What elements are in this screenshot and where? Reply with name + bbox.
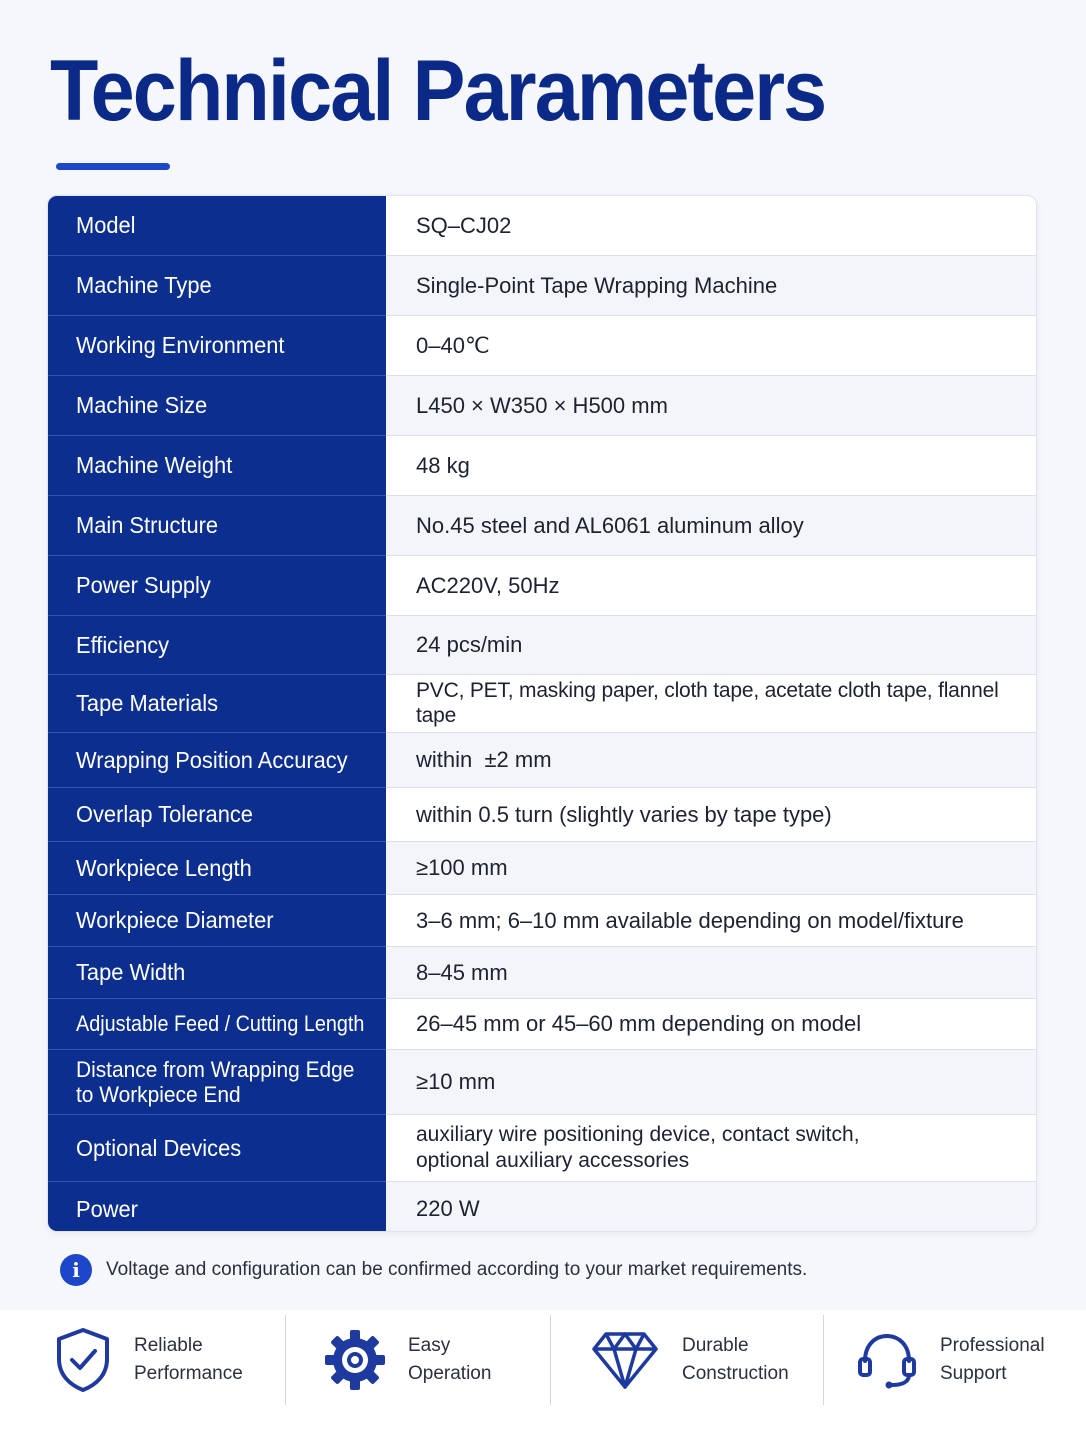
spec-label: Working Environment bbox=[48, 316, 386, 376]
spec-value: AC220V, 50Hz bbox=[416, 572, 560, 598]
spec-row-wrapping-accuracy bbox=[48, 733, 1036, 788]
info-icon: i bbox=[60, 1254, 92, 1286]
title-underline bbox=[56, 163, 170, 170]
page-title: Technical Parameters bbox=[50, 43, 826, 139]
spec-row-optional-devices bbox=[48, 1115, 1036, 1182]
spec-row-machine-weight bbox=[48, 436, 1036, 496]
feature-label bbox=[940, 1332, 1045, 1387]
spec-value: 24 pcs/min bbox=[386, 616, 1036, 674]
spec-label: Power Supply bbox=[48, 556, 386, 616]
spec-label: Main Structure bbox=[48, 496, 386, 556]
spec-row-power bbox=[48, 1182, 1036, 1232]
headset-icon bbox=[856, 1329, 918, 1391]
spec-label: Adjustable Feed / Cutting Length bbox=[48, 999, 386, 1050]
spec-row-tape-width bbox=[48, 947, 1036, 999]
feature-line1: Durable bbox=[682, 1335, 749, 1357]
spec-row-overlap-tolerance bbox=[48, 788, 1036, 842]
feature-label bbox=[408, 1332, 491, 1387]
config-note bbox=[60, 1254, 807, 1286]
spec-label: Overlap Tolerance bbox=[48, 788, 386, 842]
spec-value: ≥10 mm bbox=[386, 1050, 1036, 1114]
spec-value: 0–40℃ bbox=[416, 332, 490, 358]
feature-line2: Support bbox=[940, 1363, 1007, 1384]
spec-row-power-supply bbox=[48, 556, 1036, 616]
spec-label: Model bbox=[48, 196, 386, 256]
spec-value: 3–6 mm; 6–10 mm available depending on model/fixture bbox=[416, 907, 964, 933]
feature-line2: Construction bbox=[682, 1363, 789, 1384]
note-text: Voltage and configuration can be confirmed according to your market requirements. bbox=[106, 1259, 808, 1280]
feature-divider bbox=[285, 1315, 286, 1405]
spec-label: Workpiece Diameter bbox=[48, 895, 386, 947]
spec-row-machine-type bbox=[48, 256, 1036, 316]
spec-row-model bbox=[48, 196, 1036, 256]
feature-line2: Operation bbox=[408, 1363, 492, 1384]
spec-value: within ±2 mm bbox=[386, 733, 1036, 787]
spec-label: Efficiency bbox=[48, 616, 386, 675]
feature-easy-operation bbox=[324, 1310, 491, 1410]
spec-value: ≥100 mm bbox=[386, 842, 1036, 894]
feature-label bbox=[682, 1332, 789, 1387]
spec-label: Power bbox=[48, 1182, 386, 1232]
feature-divider bbox=[550, 1315, 551, 1405]
feature-durable-construction bbox=[590, 1310, 789, 1410]
spec-value: L450 × W350 × H500 mm bbox=[386, 376, 1036, 435]
spec-label: Machine Size bbox=[48, 376, 386, 436]
spec-label: Tape Width bbox=[48, 947, 386, 999]
spec-value: within 0.5 turn (slightly varies by tape type) bbox=[416, 801, 832, 827]
spec-value: SQ–CJ02 bbox=[416, 212, 512, 238]
spec-label: Machine Weight bbox=[48, 436, 386, 496]
feature-reliable-performance bbox=[54, 1310, 243, 1410]
spec-value: No.45 steel and AL6061 aluminum alloy bbox=[386, 496, 1036, 555]
feature-divider bbox=[823, 1315, 824, 1405]
spec-row-wrapping-edge-distance bbox=[48, 1050, 1036, 1115]
spec-row-main-structure bbox=[48, 496, 1036, 556]
spec-value: 26–45 mm or 45–60 mm depending on model bbox=[416, 1011, 862, 1037]
feature-professional-support bbox=[856, 1310, 1045, 1410]
spec-label: Optional Devices bbox=[48, 1115, 386, 1182]
spec-label: Workpiece Length bbox=[48, 842, 386, 895]
spec-value: Single-Point Tape Wrapping Machine bbox=[386, 256, 1036, 315]
spec-row-tape-materials bbox=[48, 675, 1036, 733]
feature-line2: Performance bbox=[134, 1363, 243, 1384]
feature-line1: Professional bbox=[940, 1335, 1045, 1357]
spec-value: PVC, PET, masking paper, cloth tape, acetate cloth tape, flannel tape bbox=[416, 679, 999, 727]
feature-line1: Easy bbox=[408, 1335, 451, 1357]
shield-check-icon bbox=[54, 1326, 112, 1394]
diamond-icon bbox=[590, 1329, 660, 1391]
spec-row-efficiency bbox=[48, 616, 1036, 675]
spec-value: 48 kg bbox=[416, 452, 470, 478]
spec-row-feed-cutting-length bbox=[48, 999, 1036, 1050]
spec-value: 8–45 mm bbox=[386, 947, 1036, 998]
spec-label: Distance from Wrapping Edge to Workpiece End bbox=[48, 1050, 386, 1115]
spec-label: Tape Materials bbox=[48, 675, 386, 733]
spec-label: Wrapping Position Accuracy bbox=[48, 733, 386, 788]
spec-value: auxiliary wire positioning device, contact switch, optional auxiliary accessories bbox=[416, 1122, 860, 1172]
gear-icon bbox=[324, 1329, 386, 1391]
feature-strip bbox=[0, 1310, 1086, 1448]
spec-row-workpiece-diameter bbox=[48, 895, 1036, 947]
spec-value: 220 W bbox=[386, 1182, 1036, 1232]
spec-row-working-environment bbox=[48, 316, 1036, 376]
feature-label bbox=[134, 1332, 243, 1387]
feature-line1: Reliable bbox=[134, 1335, 203, 1357]
spec-label: Machine Type bbox=[48, 256, 386, 316]
spec-row-machine-size bbox=[48, 376, 1036, 436]
spec-table bbox=[47, 195, 1037, 1232]
spec-row-workpiece-length bbox=[48, 842, 1036, 895]
